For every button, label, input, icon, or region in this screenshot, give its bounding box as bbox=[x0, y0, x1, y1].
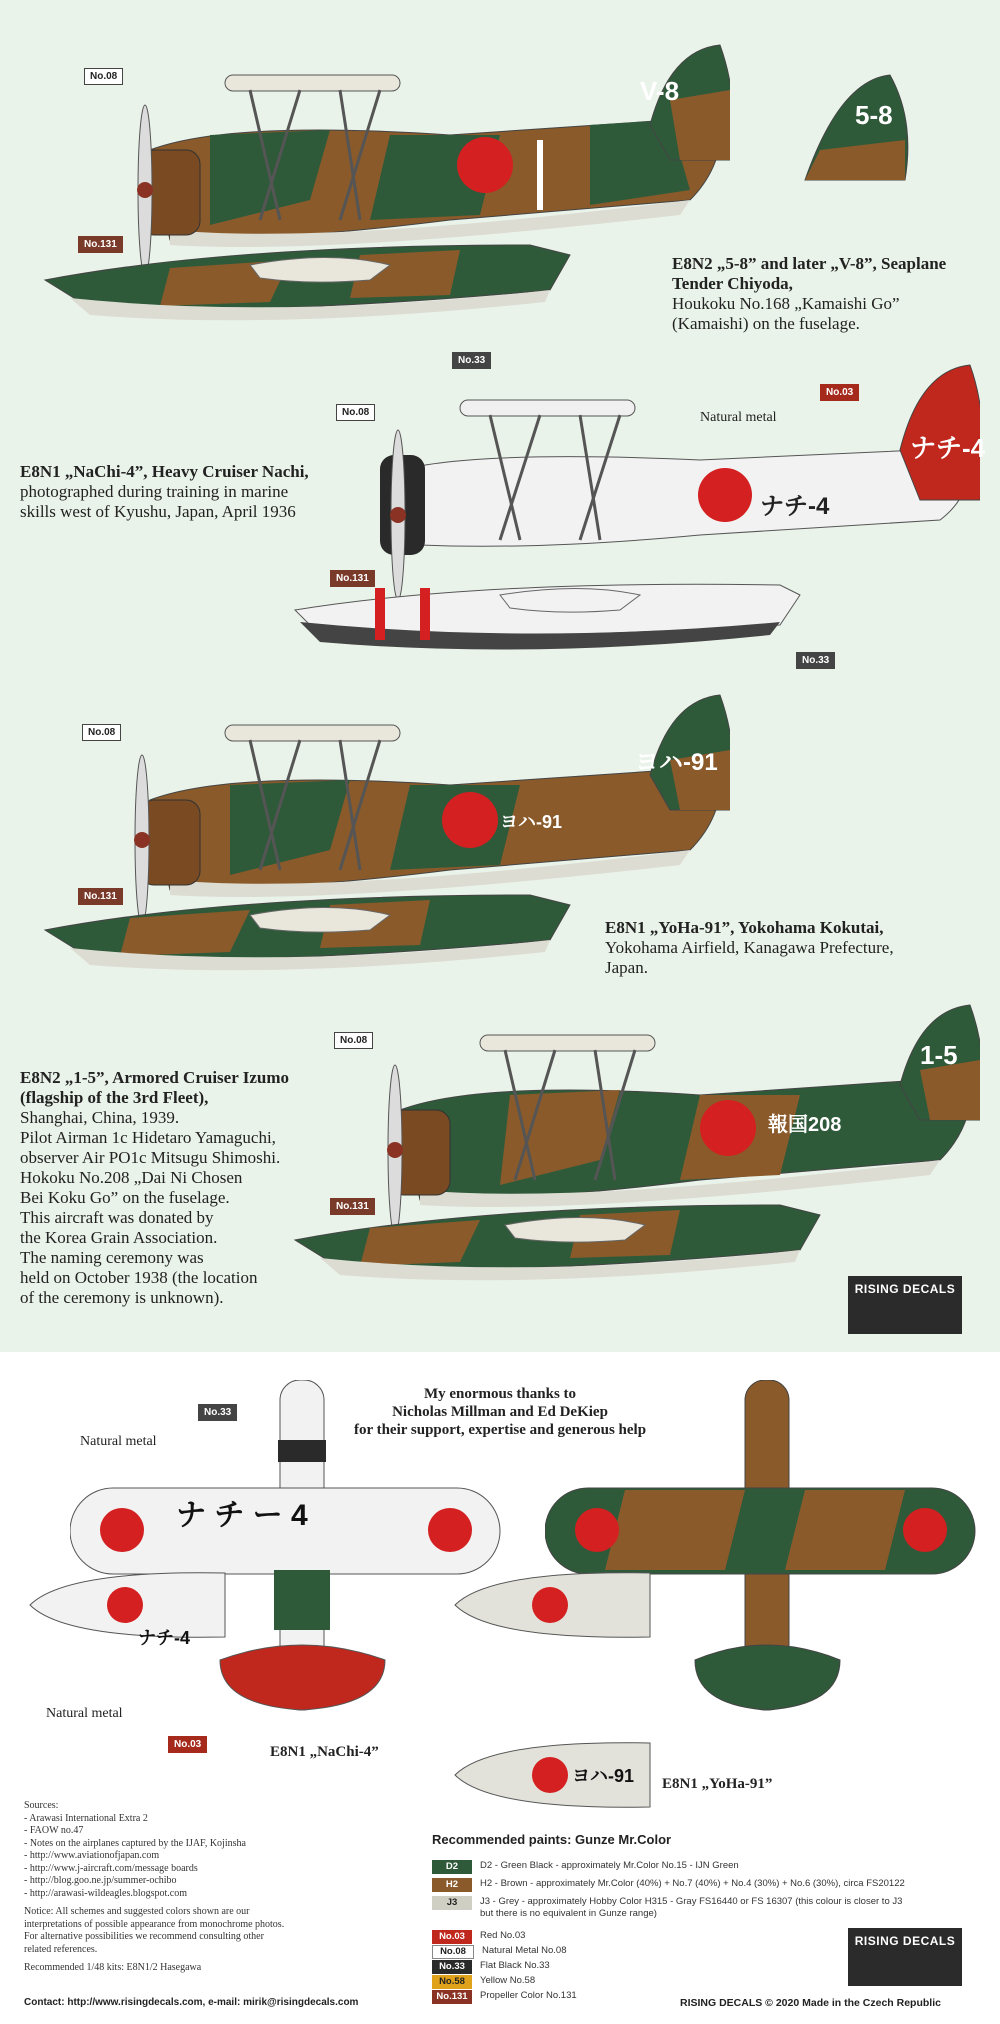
decal-row bbox=[432, 1990, 577, 2004]
profile-4-caption-line: Hokoku No.208 „Dai Ni Chosen bbox=[20, 1168, 243, 1187]
profile-1-aircraft bbox=[30, 40, 730, 340]
profile-1-caption-title: E8N2 „5-8” and later „V-8”, Seaplane Tender Chiyoda, bbox=[672, 254, 947, 293]
decal-desc: Red No.03 bbox=[480, 1930, 526, 1941]
sources-block bbox=[24, 1800, 284, 1975]
profile-2-hub-tag: No.131 bbox=[330, 570, 375, 587]
brand-logo-bottom bbox=[848, 1928, 962, 1986]
profile-4-hub-tag: No.131 bbox=[330, 1198, 375, 1215]
planform-right-title: E8N1 „YoHa-91” bbox=[662, 1776, 773, 1792]
planform-left-title: E8N1 „NaChi-4” bbox=[270, 1744, 379, 1760]
paint-desc-cont: but there is no equivalent in Gunze range) bbox=[480, 1908, 657, 1919]
profile-4-caption-line: held on October 1938 (the location bbox=[20, 1268, 258, 1287]
brand-logo-text: RISING DECALS bbox=[854, 1282, 956, 1296]
thanks-line: for their support, expertise and generous help bbox=[353, 1422, 647, 1438]
profile-2-cowl-tag: No.33 bbox=[452, 352, 491, 369]
profile-3-hub-tag: No.131 bbox=[78, 888, 123, 905]
paint-chip: H2 bbox=[432, 1878, 472, 1892]
profile-4-caption-line: Pilot Airman 1c Hidetaro Yamaguchi, bbox=[20, 1128, 276, 1147]
paint-row-h2 bbox=[432, 1878, 905, 1892]
decal-desc: Natural Metal No.08 bbox=[482, 1945, 567, 1956]
sources-line: - http://www.aviationofjapan.com bbox=[24, 1850, 160, 1861]
planform-nachi-top bbox=[70, 1380, 510, 1720]
paints-title: Recommended paints: Gunze Mr.Color bbox=[432, 1832, 672, 1847]
planform-left-float-code: ナチ-4 bbox=[138, 1628, 191, 1648]
profile-3-fuselage-code: ヨハ-91 bbox=[500, 812, 563, 832]
decal-chip: No.33 bbox=[432, 1960, 472, 1974]
decal-chip: No.08 bbox=[432, 1945, 474, 1959]
sources-line: - Arawasi International Extra 2 bbox=[24, 1812, 148, 1824]
profile-4-caption-line: The naming ceremony was bbox=[20, 1248, 204, 1267]
decal-chip: No.131 bbox=[432, 1990, 472, 2004]
profile-1-caption-line: (Kamaishi) on the fuselage. bbox=[672, 314, 860, 333]
profile-4-caption-line: Shanghai, China, 1939. bbox=[20, 1108, 180, 1127]
notice-line: Notice: All schemes and suggested colors shown are our bbox=[24, 1906, 250, 1917]
paint-desc: H2 - Brown - approximately Mr.Color (40%) + No.7 (40%) + No.4 (30%) + No.6 (30%), circa FS20122 bbox=[480, 1878, 905, 1889]
profile-1-tail-code: V-8 bbox=[640, 76, 680, 106]
profile-4-caption-line: the Korea Grain Association. bbox=[20, 1228, 218, 1247]
profile-1-caption bbox=[672, 254, 992, 334]
profile-3-prop-tag: No.08 bbox=[82, 724, 121, 741]
planform-left-wing-code: ナ チ ー 4 bbox=[176, 1499, 308, 1532]
profile-4-prop-tag: No.08 bbox=[334, 1032, 373, 1049]
paint-row-d2 bbox=[432, 1860, 739, 1874]
planform-left-natural-metal-2: Natural metal bbox=[46, 1706, 123, 1721]
profile-4-tail-code: 1-5 bbox=[920, 1040, 958, 1070]
profile-1-hub-tag: No.131 bbox=[78, 236, 123, 253]
profile-2-prop-tag: No.08 bbox=[336, 404, 375, 421]
profile-3-caption-line: Yokohama Airfield, Kanagawa Prefecture, bbox=[605, 938, 894, 957]
thanks-line: Nicholas Millman and Ed DeKiep bbox=[392, 1404, 608, 1420]
sources-line: - http://blog.goo.ne.jp/summer-ochibo bbox=[24, 1875, 177, 1886]
decal-row bbox=[432, 1945, 566, 1959]
planform-yoha-float bbox=[450, 1565, 660, 1645]
contact-footer: Contact: http://www.risingdecals.com, e-mail: mirik@risingdecals.com bbox=[24, 1997, 359, 2008]
sources-line: - Notes on the airplanes captured by the IJAF, Kojinsha bbox=[24, 1837, 246, 1849]
profile-2-float-tag: No.33 bbox=[796, 652, 835, 669]
paint-desc: J3 - Grey - approximately Hobby Color H315 - Gray FS16440 or FS 16307 (this colour is closer to J3 bbox=[480, 1896, 903, 1907]
notice-line: interpretations of possible appearance from monochrome photos. bbox=[24, 1918, 285, 1930]
sources-line: - http://arawasi-wildeagles.blogspot.com bbox=[24, 1887, 188, 1899]
profile-2-natural-metal-label: Natural metal bbox=[700, 410, 777, 425]
copyright-footer: RISING DECALS © 2020 Made in the Czech Republic bbox=[680, 1997, 941, 2009]
profile-1-caption-line: Houkoku No.168 „Kamaishi Go” bbox=[672, 294, 900, 313]
planform-nachi-float bbox=[25, 1565, 235, 1645]
profile-4-aircraft bbox=[280, 1000, 980, 1300]
profile-4-caption-line: of the ceremony is unknown). bbox=[20, 1288, 224, 1307]
decal-row bbox=[432, 1975, 535, 1989]
profile-2-caption-line: skills west of Kyushu, Japan, April 1936 bbox=[20, 502, 296, 521]
decal-desc: Yellow No.58 bbox=[480, 1975, 536, 1986]
sources-line: - FAOW no.47 bbox=[24, 1825, 84, 1836]
profile-4-fuselage-code: 報国208 bbox=[768, 1114, 842, 1136]
notice-line: For alternative possibilities we recommend consulting other bbox=[24, 1931, 264, 1942]
paint-chip: J3 bbox=[432, 1896, 472, 1910]
profile-1-prop-tag: No.08 bbox=[84, 68, 123, 85]
profile-4-caption-line: Bei Koku Go” on the fuselage. bbox=[20, 1188, 230, 1207]
profile-4-caption bbox=[20, 1068, 350, 1308]
profile-2-fuselage-code: ナチ-4 bbox=[760, 493, 830, 520]
profile-3-caption bbox=[605, 918, 995, 978]
planform-yoha-top bbox=[545, 1380, 985, 1720]
planform-left-tail-tag: No.03 bbox=[168, 1736, 207, 1753]
sources-line: Sources: bbox=[24, 1800, 59, 1811]
profile-3-caption-line: Japan. bbox=[605, 958, 648, 977]
planform-right-float-code: ヨハ-91 bbox=[572, 1766, 635, 1786]
decal-row bbox=[432, 1960, 550, 1974]
profile-4-caption-line: This aircraft was donated by bbox=[20, 1208, 214, 1227]
decal-desc: Flat Black No.33 bbox=[480, 1960, 550, 1971]
profile-2-tail-tag: No.03 bbox=[820, 384, 859, 401]
paint-desc: D2 - Green Black - approximately Mr.Color No.15 - IJN Green bbox=[480, 1860, 739, 1871]
profile-4-caption-line: observer Air PO1c Mitsugu Shimoshi. bbox=[20, 1148, 281, 1167]
planform-left-natural-metal-1: Natural metal bbox=[80, 1434, 157, 1449]
planform-left-cowl-tag: No.33 bbox=[198, 1404, 237, 1421]
profile-4-caption-title: E8N2 „1-5”, Armored Cruiser Izumo (flagship of the 3rd Fleet), bbox=[20, 1068, 289, 1107]
profile-2-caption-title: E8N1 „NaChi-4”, Heavy Cruiser Nachi, bbox=[20, 462, 309, 481]
brand-logo-text: RISING DECALS bbox=[854, 1934, 956, 1948]
decal-desc: Propeller Color No.131 bbox=[480, 1990, 577, 2001]
decal-chip: No.03 bbox=[432, 1930, 472, 1944]
profile-2-tail-code: ナチ-4 bbox=[910, 433, 986, 463]
paint-chip: D2 bbox=[432, 1860, 472, 1874]
notice-line: related references. bbox=[24, 1943, 98, 1955]
profile-3-tail-code: ヨハ-91 bbox=[635, 749, 718, 776]
profile-2-caption-line: photographed during training in marine bbox=[20, 482, 289, 501]
profile-2-caption bbox=[20, 462, 380, 522]
decal-row bbox=[432, 1930, 525, 1944]
sources-line: - http://www.j-aircraft.com/message boards bbox=[24, 1862, 198, 1874]
decal-chip: No.58 bbox=[432, 1975, 472, 1989]
profile-1-alt-tail-code: 5-8 bbox=[855, 100, 893, 130]
brand-logo bbox=[848, 1276, 962, 1334]
recommended-kits: Recommended 1/48 kits: E8N1/2 Hasegawa bbox=[24, 1962, 202, 1973]
profile-2-aircraft bbox=[280, 360, 980, 680]
profile-3-caption-title: E8N1 „YoHa-91”, Yokohama Kokutai, bbox=[605, 918, 884, 937]
thanks-line: My enormous thanks to bbox=[423, 1386, 577, 1402]
